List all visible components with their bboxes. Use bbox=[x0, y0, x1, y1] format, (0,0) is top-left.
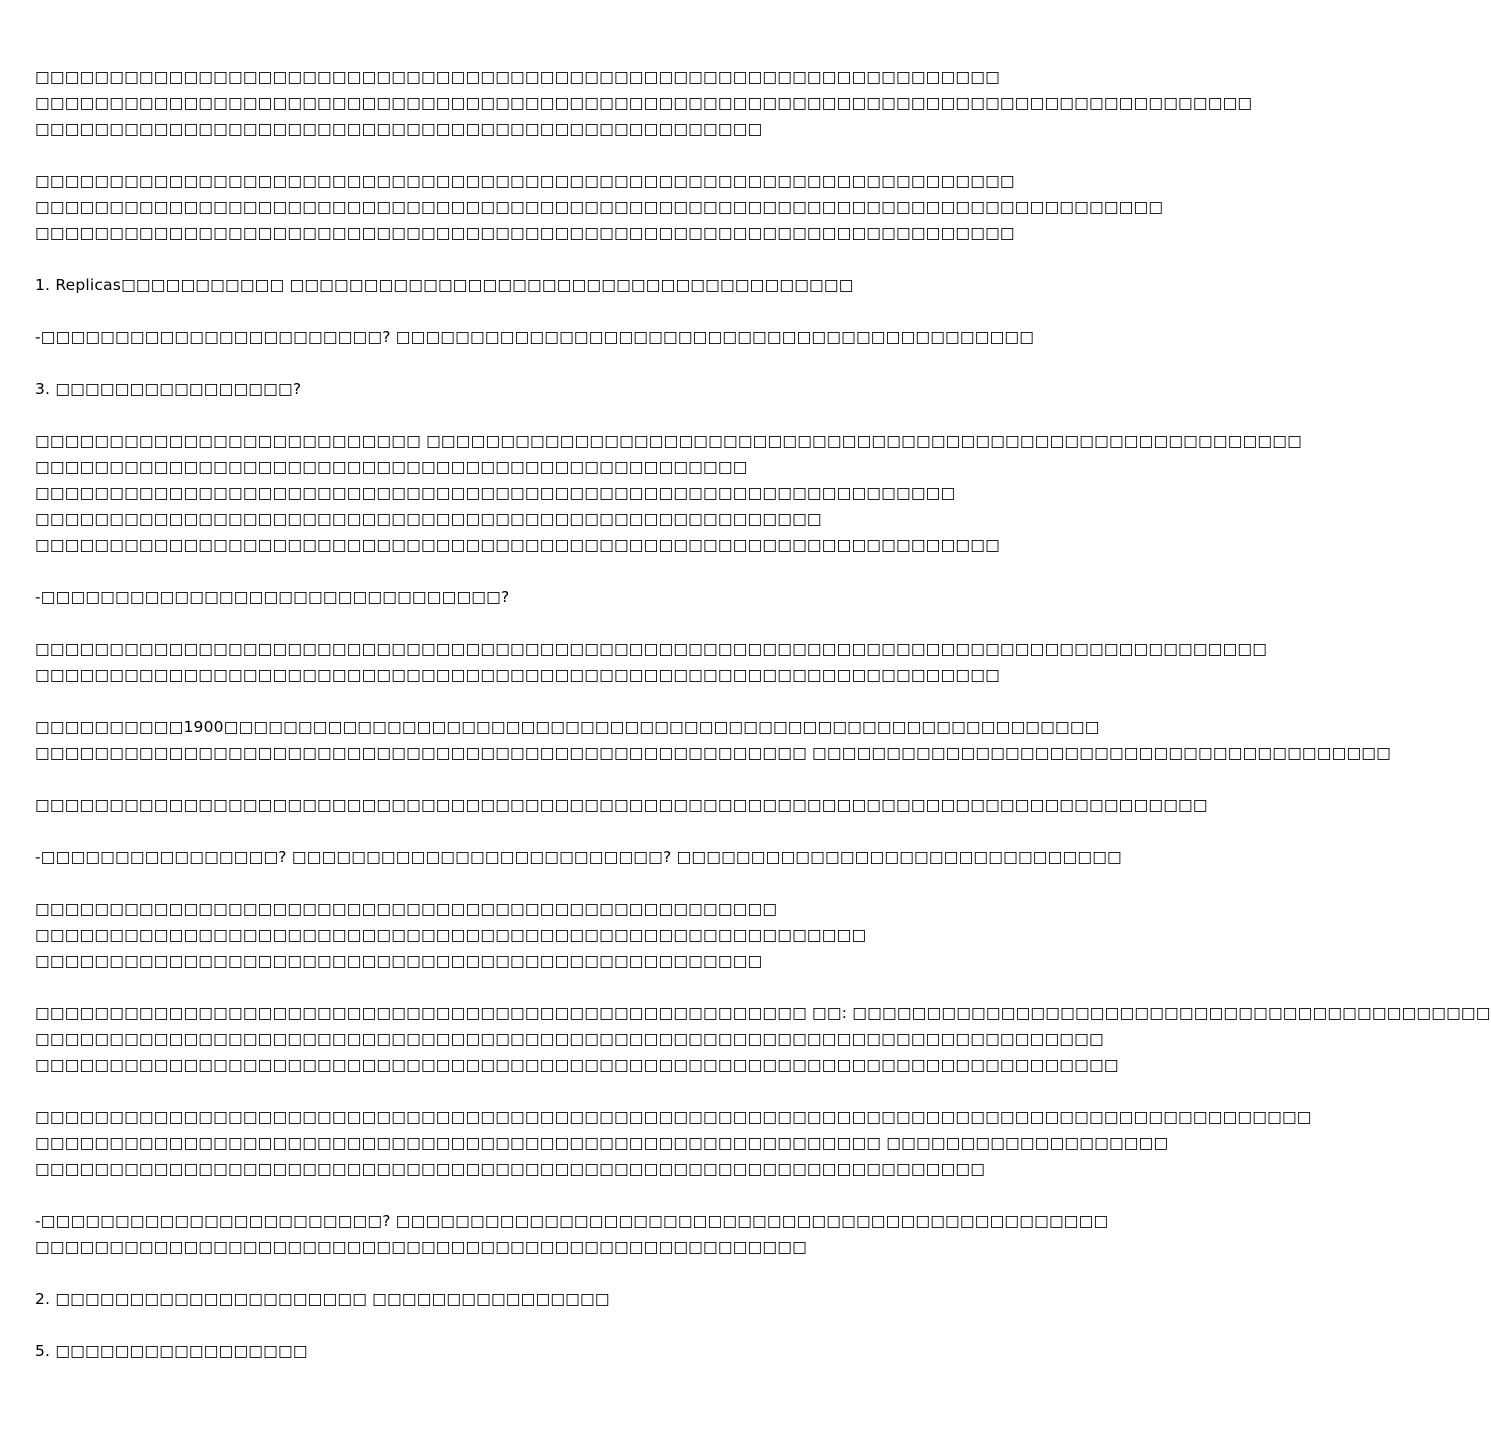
text-line: □□□□□□□□□□□□□□□□□□□□□□□□□□□□□□□□□□□□□□□□□□□□□□□□□□□□□□□□□ □□□□□□□□□□□□□□□□□□□ bbox=[35, 1134, 1169, 1152]
paragraph bbox=[35, 1208, 1109, 1260]
text-line: □□□□□□□□□□□□□□□□□□□□□□□□□□□□□□□□□□□□□□□□□□□□□□□□□ bbox=[35, 952, 763, 970]
document-body bbox=[35, 64, 1491, 1390]
paragraph bbox=[35, 1286, 1005, 1312]
text-line: 5. □□□□□□□□□□□□□□□□□ bbox=[35, 1342, 308, 1360]
text-line: □□□□□□□□□□□□□□□□□□□□□□□□□□□□□□□□□□□□□□□□□□□□□□□□□□□□□□□□□□□□□□□□□□□□□□□□□□□□ bbox=[35, 198, 1164, 216]
paragraph bbox=[35, 1104, 1312, 1182]
paragraph bbox=[35, 714, 1392, 766]
text-line: □□□□□□□□□□□□□□□□□□□□□□□□□□□□□□□□□□□□□□□□□□□□□□□□□□□□ □□□□□□□□□□□□□□□□□□□□□□□□□□□□□□□□□□□□□□□ bbox=[35, 744, 1392, 762]
text-line: □□□□□□□□□□□□□□□□□□□□□□□□□□□□□□□□□□□□□□□□□□□□□□□□□ bbox=[35, 120, 763, 138]
paragraph bbox=[35, 1338, 1005, 1364]
text-line: -□□□□□□□□□□□□□□□□□□□□□□□? □□□□□□□□□□□□□□□□□□□□□□□□□□□□□□□□□□□□□□□□□□□□□□□□ bbox=[35, 1212, 1109, 1230]
paragraph bbox=[35, 792, 1208, 818]
text-line: □□□□□□□□□□□□□□□□□□□□□□□□□□□□□□□□□□□□□□□□□□□□□□□□□□□□□□□□□□□□□□□□□ bbox=[35, 536, 1000, 554]
text-line: □□□□□□□□□□□□□□□□□□□□□□□□□□□□□□□□□□□□□□□□□□□□□□□□□□□□□□□□□□□□□□□□□□□□□□□□□□□□□□□□□□□ bbox=[35, 640, 1268, 658]
text-line: □□□□□□□□□□□□□□□□□□□□□□□□□□□□□□□□□□□□□□□□□□□□□□□□□□□□□□□□□□□□□□□□ bbox=[35, 1160, 986, 1178]
paragraph bbox=[35, 844, 1122, 870]
text-line: □□□□□□□□□□□□□□□□□□□□□□□□□□□□□□□□□□□□□□□□□□□□□□□□□□□□□□□□□□□□□□□□□□□□□□□□ bbox=[35, 1030, 1104, 1048]
paragraph bbox=[35, 168, 1164, 246]
text-line: □□□□□□□□□□□□□□□□□□□□□□□□□□□□□□□□□□□□□□□□□□□□□□□□□□□□□□□□ bbox=[35, 926, 867, 944]
paragraph bbox=[35, 1000, 1491, 1078]
paragraph bbox=[35, 584, 1005, 610]
text-line: □□□□□□□□□□□□□□□□□□□□□□□□□□□□□□□□□□□□□□□□□□□□□□□□□□□□□□□□□□□□□□□□□ bbox=[35, 666, 1000, 684]
paragraph bbox=[35, 64, 1253, 142]
text-line: □□□□□□□□□□□□□□□□□□□□□□□□□□□□□□□□□□□□□□□□□□□□□□□□□□ bbox=[35, 900, 778, 918]
text-line: □□□□□□□□□□□□□□□□□□□□□□□□□□□□□□□□□□□□□□□□□□□□□□□□□□□□□□□□□□□□□□□□□□□□□□□□□□□□□□□□□□□□□□ bbox=[35, 1108, 1312, 1126]
text-line: □□□□□□□□□□□□□□□□□□□□□□□□□□□□□□□□□□□□□□□□□□□□□□□□□□□□□ bbox=[35, 510, 822, 528]
text-line: 3. □□□□□□□□□□□□□□□□? bbox=[35, 380, 302, 398]
text-line: □□□□□□□□□□□□□□□□□□□□□□□□□□□□□□□□□□□□□□□□□□□□□□□□ bbox=[35, 458, 748, 476]
text-line: 1. Replicas□□□□□□□□□□□ □□□□□□□□□□□□□□□□□□□□□□□□□□□□□□□□□□□□□□ bbox=[35, 276, 854, 294]
text-line: □□□□□□□□□□□□□□□□□□□□□□□□□□□□□□□□□□□□□□□□□□□□□□□□□□□□ bbox=[35, 1238, 807, 1256]
text-line: □□□□□□□□□□□□□□□□□□□□□□□□□□□□□□□□□□□□□□□□□□□□□□□□□□□□□□□□□□□□□□ bbox=[35, 484, 956, 502]
text-line: □□□□□□□□□□1900□□□□□□□□□□□□□□□□□□□□□□□□□□□□□□□□□□□□□□□□□□□□□□□□□□□□□□□□□□□ bbox=[35, 718, 1100, 736]
text-line: □□□□□□□□□□□□□□□□□□□□□□□□□□ □□□□□□□□□□□□□□□□□□□□□□□□□□□□□□□□□□□□□□□□□□□□□□□□□□□□□□□□□□□ bbox=[35, 432, 1302, 450]
paragraph bbox=[35, 428, 1302, 558]
text-line: -□□□□□□□□□□□□□□□□? □□□□□□□□□□□□□□□□□□□□□□□□□? □□□□□□□□□□□□□□□□□□□□□□□□□□□□□□ bbox=[35, 848, 1122, 866]
paragraph bbox=[35, 636, 1268, 688]
text-line: □□□□□□□□□□□□□□□□□□□□□□□□□□□□□□□□□□□□□□□□□□□□□□□□□□□□□□□□□□□□□□□□□□□□□□□□□ bbox=[35, 1056, 1119, 1074]
text-line: -□□□□□□□□□□□□□□□□□□□□□□□□□□□□□□□? bbox=[35, 588, 510, 606]
text-line: □□□□□□□□□□□□□□□□□□□□□□□□□□□□□□□□□□□□□□□□□□□□□□□□□□□□□□□□□□□□□□□□□□ bbox=[35, 172, 1015, 190]
text-line: □□□□□□□□□□□□□□□□□□□□□□□□□□□□□□□□□□□□□□□□□□□□□□□□□□□□□□□□□□□□□□□□□ bbox=[35, 68, 1000, 86]
text-line: □□□□□□□□□□□□□□□□□□□□□□□□□□□□□□□□□□□□□□□□□□□□□□□□□□□□□□□□□□□□□□□□□□ bbox=[35, 224, 1015, 242]
text-line: 2. □□□□□□□□□□□□□□□□□□□□□ □□□□□□□□□□□□□□□□ bbox=[35, 1290, 610, 1308]
text-line: □□□□□□□□□□□□□□□□□□□□□□□□□□□□□□□□□□□□□□□□□□□□□□□□□□□□□□□□□□□□□□□□□□□□□□□□□□□□□□□□□□ bbox=[35, 94, 1253, 112]
paragraph bbox=[35, 272, 1005, 298]
text-line: □□□□□□□□□□□□□□□□□□□□□□□□□□□□□□□□□□□□□□□□□□□□□□□□□□□□□□□□□□□□□□□□□□□□□□□□□□□□□□□ bbox=[35, 796, 1208, 814]
text-line: □□□□□□□□□□□□□□□□□□□□□□□□□□□□□□□□□□□□□□□□□□□□□□□□□□□□ □□: □□□□□□□□□□□□□□□□□□□□□□□□□□□□□□□□□□□□□□□□□□□ bbox=[35, 1004, 1491, 1022]
paragraph bbox=[35, 324, 1035, 350]
text-line: -□□□□□□□□□□□□□□□□□□□□□□□? □□□□□□□□□□□□□□□□□□□□□□□□□□□□□□□□□□□□□□□□□□□ bbox=[35, 328, 1035, 346]
paragraph bbox=[35, 896, 1005, 974]
paragraph bbox=[35, 376, 1005, 402]
